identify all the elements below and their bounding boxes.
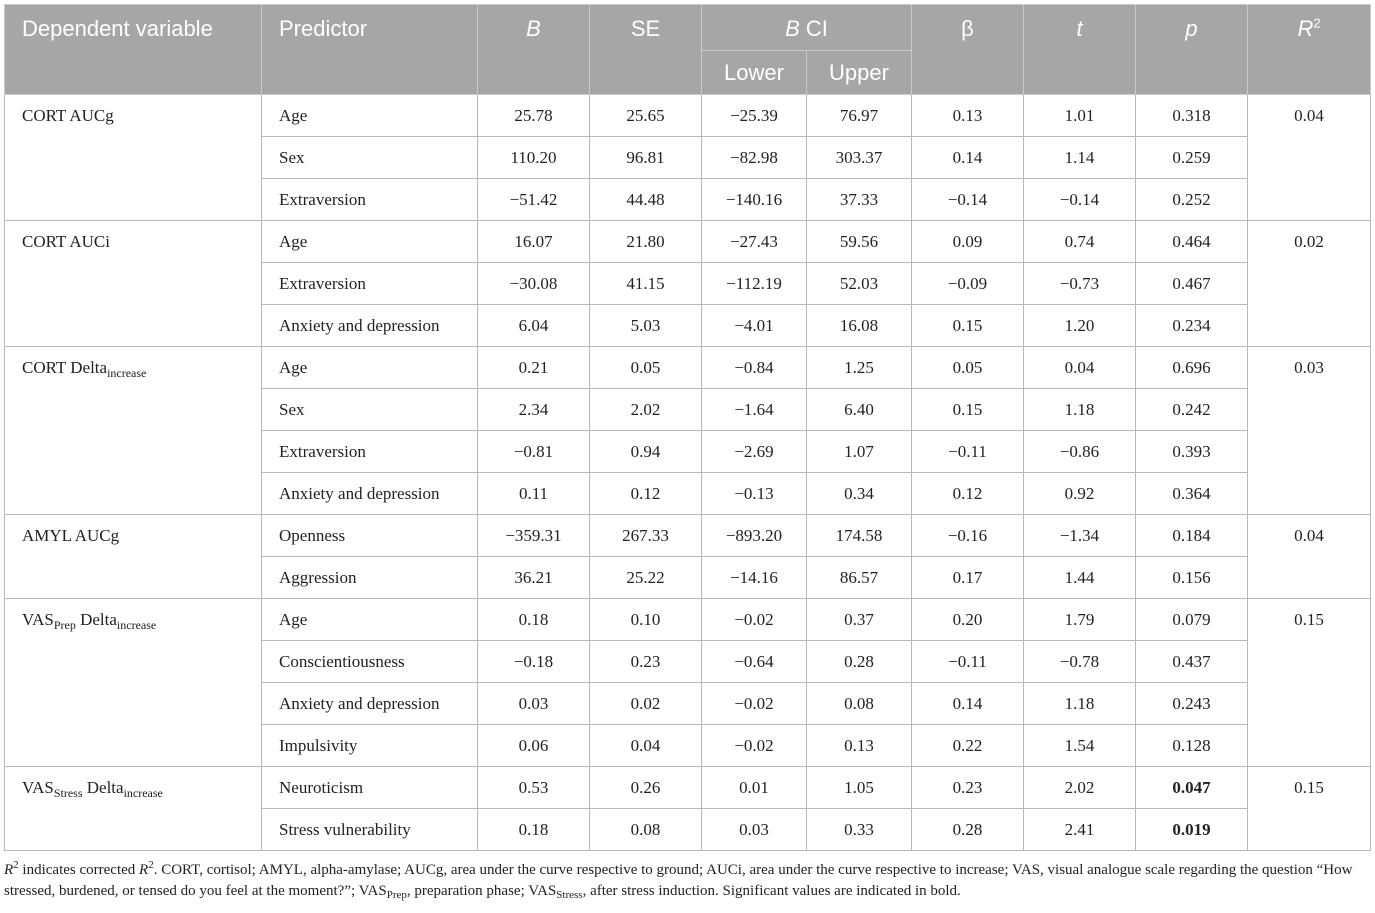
header-t: t xyxy=(1024,5,1136,95)
value-cell-se: 0.02 xyxy=(590,683,702,725)
value-cell-p: 0.234 xyxy=(1136,305,1248,347)
value-cell-upper: 174.58 xyxy=(807,515,912,557)
value-cell-p: 0.259 xyxy=(1136,137,1248,179)
dependent-variable-label: VAS xyxy=(22,610,54,629)
value-cell-lower: −82.98 xyxy=(702,137,807,179)
header-se: SE xyxy=(590,5,702,95)
value-cell-upper: 1.05 xyxy=(807,767,912,809)
predictor-cell: Neuroticism xyxy=(262,767,478,809)
value-cell-se: 0.08 xyxy=(590,809,702,851)
value-cell-beta: 0.28 xyxy=(912,809,1024,851)
value-cell-t: 1.20 xyxy=(1024,305,1136,347)
value-cell-p: 0.467 xyxy=(1136,263,1248,305)
value-cell-upper: 52.03 xyxy=(807,263,912,305)
value-cell-upper: 1.25 xyxy=(807,347,912,389)
value-cell-b: 25.78 xyxy=(478,95,590,137)
value-cell-b: 0.53 xyxy=(478,767,590,809)
value-cell-upper: 303.37 xyxy=(807,137,912,179)
value-cell-beta: −0.16 xyxy=(912,515,1024,557)
value-cell-beta: 0.15 xyxy=(912,389,1024,431)
dependent-variable-label: CORT AUCg xyxy=(22,106,114,125)
table-row xyxy=(5,221,1371,263)
predictor-cell: Extraversion xyxy=(262,431,478,473)
value-cell-p: 0.184 xyxy=(1136,515,1248,557)
value-cell-beta: −0.09 xyxy=(912,263,1024,305)
value-cell-p xyxy=(1136,809,1248,851)
value-cell-upper: 0.37 xyxy=(807,599,912,641)
value-cell-p: 0.464 xyxy=(1136,221,1248,263)
value-cell-p: 0.128 xyxy=(1136,725,1248,767)
value-cell-lower: −2.69 xyxy=(702,431,807,473)
r2-cell: 0.15 xyxy=(1248,599,1371,767)
value-cell-b: −0.81 xyxy=(478,431,590,473)
dependent-variable-subscript: increase xyxy=(107,366,147,380)
value-cell-lower: −0.02 xyxy=(702,725,807,767)
dependent-variable-label-mid: Delta xyxy=(75,610,117,629)
value-cell-lower: −25.39 xyxy=(702,95,807,137)
value-cell-upper: 86.57 xyxy=(807,557,912,599)
value-cell-lower: −14.16 xyxy=(702,557,807,599)
value-cell-se: 5.03 xyxy=(590,305,702,347)
header-beta: β xyxy=(912,5,1024,95)
value-cell-t: −0.78 xyxy=(1024,641,1136,683)
r2-cell: 0.04 xyxy=(1248,95,1371,221)
predictor-cell: Sex xyxy=(262,389,478,431)
predictor-cell: Age xyxy=(262,95,478,137)
value-cell-b: 0.18 xyxy=(478,599,590,641)
value-cell-beta: 0.22 xyxy=(912,725,1024,767)
dependent-variable-subscript: increase xyxy=(123,786,163,800)
value-cell-upper: 16.08 xyxy=(807,305,912,347)
significant-p-value: 0.047 xyxy=(1172,777,1211,797)
value-cell-beta: −0.11 xyxy=(912,431,1024,473)
value-cell-b: 0.11 xyxy=(478,473,590,515)
value-cell-upper: 1.07 xyxy=(807,431,912,473)
value-cell-b: 16.07 xyxy=(478,221,590,263)
value-cell-se: 0.23 xyxy=(590,641,702,683)
value-cell-b: 6.04 xyxy=(478,305,590,347)
value-cell-t: −0.86 xyxy=(1024,431,1136,473)
value-cell-p: 0.242 xyxy=(1136,389,1248,431)
value-cell-beta: 0.09 xyxy=(912,221,1024,263)
table-footnote: $R^2$ indicates corrected $R^2$. CORT, cortisol; AMYL, alpha-amylase; AUCg, area under the curve respective to ground; AUCi, area under the curve respective to increase; VAS, visual analogue scale regarding the question “How stressed, burdened, or tensed do you feel at the moment?”; $VAS_{Prep}$, preparation phase; $VAS_{Stress}$, after stress induction. Significant values are indicated in bold. xyxy=(4,859,1353,901)
value-cell-upper: 6.40 xyxy=(807,389,912,431)
dependent-variable-subscript: increase xyxy=(116,618,157,632)
predictor-cell: Stress vulnerability xyxy=(262,809,478,851)
value-cell-p: 0.393 xyxy=(1136,431,1248,473)
predictor-cell: Sex xyxy=(262,137,478,179)
value-cell-p: 0.364 xyxy=(1136,473,1248,515)
table-row xyxy=(5,95,1371,137)
value-cell-se: 0.04 xyxy=(590,725,702,767)
value-cell-lower: −0.64 xyxy=(702,641,807,683)
predictor-cell: Impulsivity xyxy=(262,725,478,767)
table-row xyxy=(5,347,1371,389)
value-cell-t: 2.41 xyxy=(1024,809,1136,851)
value-cell-beta: 0.14 xyxy=(912,683,1024,725)
dependent-variable-cell xyxy=(5,767,262,851)
value-cell-b: 0.21 xyxy=(478,347,590,389)
value-cell-lower: −4.01 xyxy=(702,305,807,347)
value-cell-t: −0.73 xyxy=(1024,263,1136,305)
header-b-ci: B CI xyxy=(702,5,912,51)
header-upper: Upper xyxy=(807,51,912,95)
value-cell-se: 0.12 xyxy=(590,473,702,515)
value-cell-lower: −0.02 xyxy=(702,683,807,725)
value-cell-se: 0.10 xyxy=(590,599,702,641)
dependent-variable-cell xyxy=(5,347,262,515)
value-cell-t: 1.79 xyxy=(1024,599,1136,641)
value-cell-beta: 0.13 xyxy=(912,95,1024,137)
value-cell-t: 0.04 xyxy=(1024,347,1136,389)
predictor-cell: Anxiety and depression xyxy=(262,683,478,725)
value-cell-p: 0.318 xyxy=(1136,95,1248,137)
value-cell-se: 44.48 xyxy=(590,179,702,221)
dependent-variable-label: AMYL AUCg xyxy=(22,526,120,545)
significant-p-value: 0.019 xyxy=(1172,819,1211,839)
r2-cell: 0.04 xyxy=(1248,515,1371,599)
value-cell-beta: 0.23 xyxy=(912,767,1024,809)
value-cell-p: 0.243 xyxy=(1136,683,1248,725)
value-cell-t: 2.02 xyxy=(1024,767,1136,809)
value-cell-upper: 76.97 xyxy=(807,95,912,137)
value-cell-t: −0.14 xyxy=(1024,179,1136,221)
value-cell-lower: −0.13 xyxy=(702,473,807,515)
header-lower: Lower xyxy=(702,51,807,95)
value-cell-lower: −112.19 xyxy=(702,263,807,305)
value-cell-beta: 0.15 xyxy=(912,305,1024,347)
value-cell-b: −359.31 xyxy=(478,515,590,557)
dependent-variable-subscript: Stress xyxy=(53,786,83,800)
value-cell-p: 0.156 xyxy=(1136,557,1248,599)
value-cell-b: 36.21 xyxy=(478,557,590,599)
value-cell-upper: 0.34 xyxy=(807,473,912,515)
value-cell-lower: −140.16 xyxy=(702,179,807,221)
predictor-cell: Age xyxy=(262,221,478,263)
dependent-variable-cell xyxy=(5,221,262,347)
value-cell-se: 2.02 xyxy=(590,389,702,431)
value-cell-se: 0.26 xyxy=(590,767,702,809)
predictor-cell: Anxiety and depression xyxy=(262,305,478,347)
dependent-variable-label-mid: Delta xyxy=(82,778,124,797)
value-cell-b: 0.06 xyxy=(478,725,590,767)
table-row xyxy=(5,599,1371,641)
value-cell-beta: 0.12 xyxy=(912,473,1024,515)
header-dependent-variable: Dependent variable xyxy=(5,5,262,95)
table-row xyxy=(5,515,1371,557)
value-cell-b: −0.18 xyxy=(478,641,590,683)
regression-table xyxy=(4,4,1371,851)
value-cell-b: −30.08 xyxy=(478,263,590,305)
header-p: p xyxy=(1136,5,1248,95)
dependent-variable-cell xyxy=(5,515,262,599)
value-cell-beta: 0.14 xyxy=(912,137,1024,179)
value-cell-t: 0.92 xyxy=(1024,473,1136,515)
value-cell-upper: 0.28 xyxy=(807,641,912,683)
table-header xyxy=(5,5,1371,95)
predictor-cell: Conscientiousness xyxy=(262,641,478,683)
value-cell-beta: 0.20 xyxy=(912,599,1024,641)
table-row xyxy=(5,767,1371,809)
header-r2: $R^2$ xyxy=(1248,5,1371,95)
header-b: B xyxy=(478,5,590,95)
r2-cell: 0.03 xyxy=(1248,347,1371,515)
dependent-variable-label: CORT Delta xyxy=(22,358,108,377)
value-cell-t: −1.34 xyxy=(1024,515,1136,557)
value-cell-se: 0.94 xyxy=(590,431,702,473)
value-cell-upper: 37.33 xyxy=(807,179,912,221)
value-cell-se: 0.05 xyxy=(590,347,702,389)
value-cell-p: 0.696 xyxy=(1136,347,1248,389)
value-cell-p xyxy=(1136,767,1248,809)
header-predictor: Predictor xyxy=(262,5,478,95)
predictor-cell: Anxiety and depression xyxy=(262,473,478,515)
r2-cell: 0.02 xyxy=(1248,221,1371,347)
dependent-variable-subscript: Prep xyxy=(53,618,76,632)
value-cell-t: 1.44 xyxy=(1024,557,1136,599)
value-cell-beta: 0.05 xyxy=(912,347,1024,389)
value-cell-se: 25.22 xyxy=(590,557,702,599)
value-cell-se: 41.15 xyxy=(590,263,702,305)
value-cell-lower: −893.20 xyxy=(702,515,807,557)
dependent-variable-cell xyxy=(5,95,262,221)
value-cell-lower: 0.01 xyxy=(702,767,807,809)
value-cell-p: 0.252 xyxy=(1136,179,1248,221)
predictor-cell: Extraversion xyxy=(262,263,478,305)
predictor-cell: Age xyxy=(262,599,478,641)
value-cell-se: 267.33 xyxy=(590,515,702,557)
r2-cell: 0.15 xyxy=(1248,767,1371,851)
value-cell-b: −51.42 xyxy=(478,179,590,221)
value-cell-upper: 0.08 xyxy=(807,683,912,725)
value-cell-lower: 0.03 xyxy=(702,809,807,851)
dependent-variable-label: VAS xyxy=(22,778,54,797)
predictor-cell: Age xyxy=(262,347,478,389)
dependent-variable-label: CORT AUCi xyxy=(22,232,110,251)
value-cell-b: 0.18 xyxy=(478,809,590,851)
value-cell-b: 2.34 xyxy=(478,389,590,431)
value-cell-b: 0.03 xyxy=(478,683,590,725)
value-cell-beta: 0.17 xyxy=(912,557,1024,599)
predictor-cell: Aggression xyxy=(262,557,478,599)
value-cell-lower: −0.02 xyxy=(702,599,807,641)
predictor-cell: Openness xyxy=(262,515,478,557)
dependent-variable-cell xyxy=(5,599,262,767)
value-cell-se: 96.81 xyxy=(590,137,702,179)
value-cell-lower: −27.43 xyxy=(702,221,807,263)
value-cell-se: 25.65 xyxy=(590,95,702,137)
value-cell-lower: −0.84 xyxy=(702,347,807,389)
value-cell-upper: 59.56 xyxy=(807,221,912,263)
table-body xyxy=(5,95,1371,851)
value-cell-t: 1.54 xyxy=(1024,725,1136,767)
value-cell-t: 1.18 xyxy=(1024,683,1136,725)
predictor-cell: Extraversion xyxy=(262,179,478,221)
value-cell-upper: 0.13 xyxy=(807,725,912,767)
value-cell-lower: −1.64 xyxy=(702,389,807,431)
value-cell-t: 1.14 xyxy=(1024,137,1136,179)
value-cell-p: 0.437 xyxy=(1136,641,1248,683)
value-cell-t: 1.01 xyxy=(1024,95,1136,137)
value-cell-t: 1.18 xyxy=(1024,389,1136,431)
value-cell-p: 0.079 xyxy=(1136,599,1248,641)
value-cell-se: 21.80 xyxy=(590,221,702,263)
value-cell-beta: −0.11 xyxy=(912,641,1024,683)
value-cell-b: 110.20 xyxy=(478,137,590,179)
value-cell-beta: −0.14 xyxy=(912,179,1024,221)
value-cell-t: 0.74 xyxy=(1024,221,1136,263)
value-cell-upper: 0.33 xyxy=(807,809,912,851)
